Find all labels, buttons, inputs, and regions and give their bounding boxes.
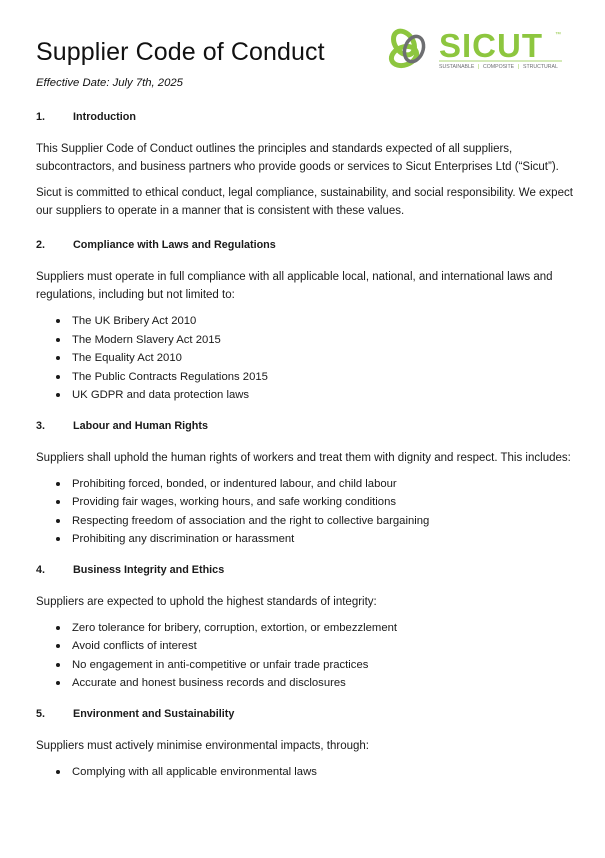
bullet-list — [36, 763, 576, 782]
list-item: The Modern Slavery Act 2015 — [36, 331, 576, 350]
list-item: Respecting freedom of association and the right to collective bargaining — [36, 512, 576, 531]
list-item: Prohibiting any discrimination or harassment — [36, 530, 576, 549]
list-item: The UK Bribery Act 2010 — [36, 312, 576, 331]
logo-tagline-1: SUSTAINABLE — [439, 64, 475, 70]
section-title: Introduction — [73, 111, 136, 123]
list-item: The Equality Act 2010 — [36, 349, 576, 368]
list-item: The Public Contracts Regulations 2015 — [36, 368, 576, 387]
list-item: Avoid conflicts of interest — [36, 637, 576, 656]
section-title: Labour and Human Rights — [73, 419, 208, 432]
paragraph: Suppliers are expected to uphold the highest standards of integrity: — [36, 595, 377, 608]
effective-date: Effective Date: July 7th, 2025 — [36, 77, 183, 89]
section-labour-rights — [36, 417, 576, 549]
list-item: Providing fair wages, working hours, and safe working conditions — [36, 493, 576, 512]
paragraph: Suppliers must actively minimise environmental impacts, through: — [36, 739, 369, 752]
paragraph: Suppliers must operate in full compliance with all applicable local, national, and international laws and regulations, including but not limited to: — [36, 271, 553, 301]
logo-tagline-2: COMPOSITE — [483, 64, 515, 70]
section-number: 5. — [36, 707, 46, 720]
sicut-logo — [382, 26, 566, 76]
section-business-integrity — [36, 561, 576, 693]
paragraph: Sicut is committed to ethical conduct, legal compliance, sustainability, and social responsibility. We expect our suppliers to operate in a manner that is consistent with these values. — [36, 187, 573, 217]
logo-tagline-3: STRUCTURAL — [523, 64, 558, 70]
section-heading — [36, 705, 576, 723]
paragraph: Suppliers shall uphold the human rights of workers and treat them with dignity and respect. This includes: — [36, 451, 571, 464]
bullet-list — [36, 312, 576, 405]
list-item: Accurate and honest business records and disclosures — [36, 674, 576, 693]
svg-text:|: | — [478, 64, 480, 70]
list-item: Prohibiting forced, bonded, or indentured labour, and child labour — [36, 475, 576, 494]
list-item: No engagement in anti-competitive or unfair trade practices — [36, 656, 576, 675]
list-item: Complying with all applicable environmental laws — [36, 763, 576, 782]
list-item: UK GDPR and data protection laws — [36, 386, 576, 405]
logo-mark-icon — [389, 27, 427, 69]
section-number: 1. — [36, 111, 46, 123]
section-number: 2. — [36, 239, 46, 251]
bullet-list — [36, 619, 576, 693]
logo-brand-text: SICUT — [439, 27, 543, 64]
section-title: Environment and Sustainability — [73, 707, 235, 720]
bullet-list — [36, 475, 576, 549]
section-environment — [36, 705, 576, 782]
section-title: Compliance with Laws and Regulations — [73, 239, 276, 251]
section-introduction — [36, 108, 576, 236]
logo-trademark: ™ — [555, 32, 561, 38]
document-title: Supplier Code of Conduct — [36, 38, 325, 66]
section-compliance — [36, 236, 576, 405]
section-heading — [36, 236, 576, 254]
section-number: 4. — [36, 563, 46, 576]
paragraph: This Supplier Code of Conduct outlines the principles and standards expected of all suppliers, subcontractors, and business partners who provide goods or services to Sicut Enterprises Ltd (“Sicut”). — [36, 143, 559, 173]
svg-text:|: | — [518, 64, 520, 70]
section-number: 3. — [36, 419, 46, 432]
section-heading — [36, 561, 576, 579]
section-heading — [36, 417, 576, 435]
list-item: Zero tolerance for bribery, corruption, extortion, or embezzlement — [36, 619, 576, 638]
section-title: Business Integrity and Ethics — [73, 563, 225, 576]
document-body — [36, 108, 576, 793]
section-heading — [36, 108, 576, 126]
